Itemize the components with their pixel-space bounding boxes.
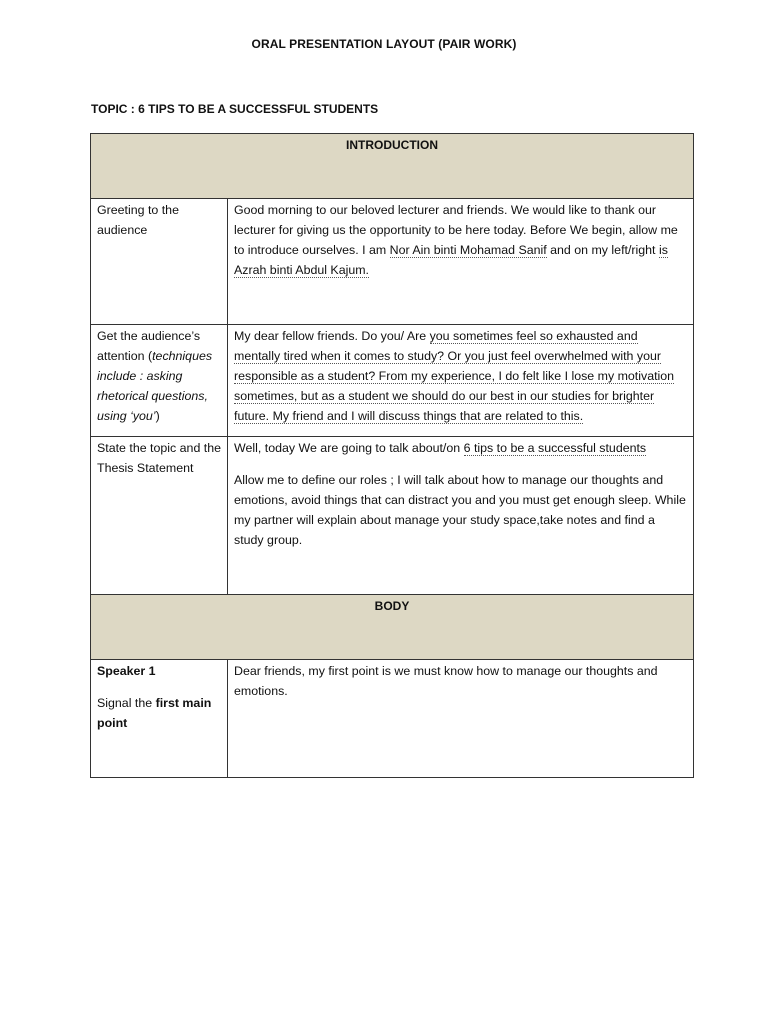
- topic-text-start: Well, today We are going to talk about/on: [234, 441, 464, 455]
- attention-row: [91, 325, 694, 437]
- roles-paragraph: Allow me to define our roles ; I will talk about how to manage our thoughts and emotions, avoid things that can distract you and you must get enough sleep. While my partner will explain about manage your study space,take notes and find a study group.: [234, 473, 686, 547]
- topic-statement-content: [228, 437, 694, 595]
- greeting-text-middle: and on my left/right: [546, 243, 659, 257]
- body-heading: BODY: [91, 595, 694, 660]
- topic-statement-label: State the topic and the Thesis Statement: [91, 437, 228, 595]
- greeting-content: [228, 199, 694, 325]
- introduction-header-row: [91, 134, 694, 199]
- introduction-heading: INTRODUCTION: [91, 134, 694, 199]
- greeting-label: Greeting to the audience: [91, 199, 228, 325]
- signal-bold: first main point: [97, 696, 212, 730]
- signal-prefix: Signal the: [97, 696, 156, 710]
- attention-label-techniques: techniques include : asking rhetorical questions, using ‘you’: [97, 349, 213, 423]
- document-title: ORAL PRESENTATION LAYOUT (PAIR WORK): [251, 37, 517, 51]
- attention-label: [91, 325, 228, 437]
- speaker-name-2: is Azrah binti Abdul Kajum.: [234, 243, 668, 277]
- speaker-name-1: Nor Ain binti Mohamad Sanif: [389, 243, 547, 257]
- attention-label-start: Get the audience’s attention (: [97, 329, 201, 363]
- attention-label-end: ): [155, 409, 160, 423]
- topic-statement-row: [91, 437, 694, 595]
- greeting-text-before: Good morning to our beloved lecturer and friends. We would like to thank our lecturer for giving us the opportunity to be here today. Before We begin, allow me to introduce ourselves. I am: [234, 203, 678, 257]
- speaker-1-label: Speaker 1: [97, 664, 156, 678]
- topic-text-underlined: 6 tips to be a successful students: [463, 441, 647, 455]
- speaker-1-row: [91, 660, 694, 778]
- attention-text-underlined: you sometimes feel so exhausted and mentally tired when it comes to study? Or you just feel overwhelmed with your responsible as a student? From my experience, I do felt like I lose my motivation sometimes, but as a student we should do our best in our studies for brighter future. My friend and I will discuss things that are related to this.: [234, 329, 675, 423]
- speaker-1-content: Dear friends, my first point is we must know how to manage our thoughts and emotions.: [228, 660, 694, 778]
- attention-content: [228, 325, 694, 437]
- signal-first-point: [97, 693, 221, 733]
- topic-heading: TOPIC : 6 TIPS TO BE A SUCCESSFUL STUDENTS: [91, 102, 379, 116]
- topic-statement-line: [234, 438, 687, 458]
- attention-text-start: My dear fellow friends. Do you/ Are: [234, 329, 430, 343]
- speaker-1-label-cell: [91, 660, 228, 778]
- greeting-row: [91, 199, 694, 325]
- body-header-row: [91, 595, 694, 660]
- presentation-layout-table: [90, 133, 694, 778]
